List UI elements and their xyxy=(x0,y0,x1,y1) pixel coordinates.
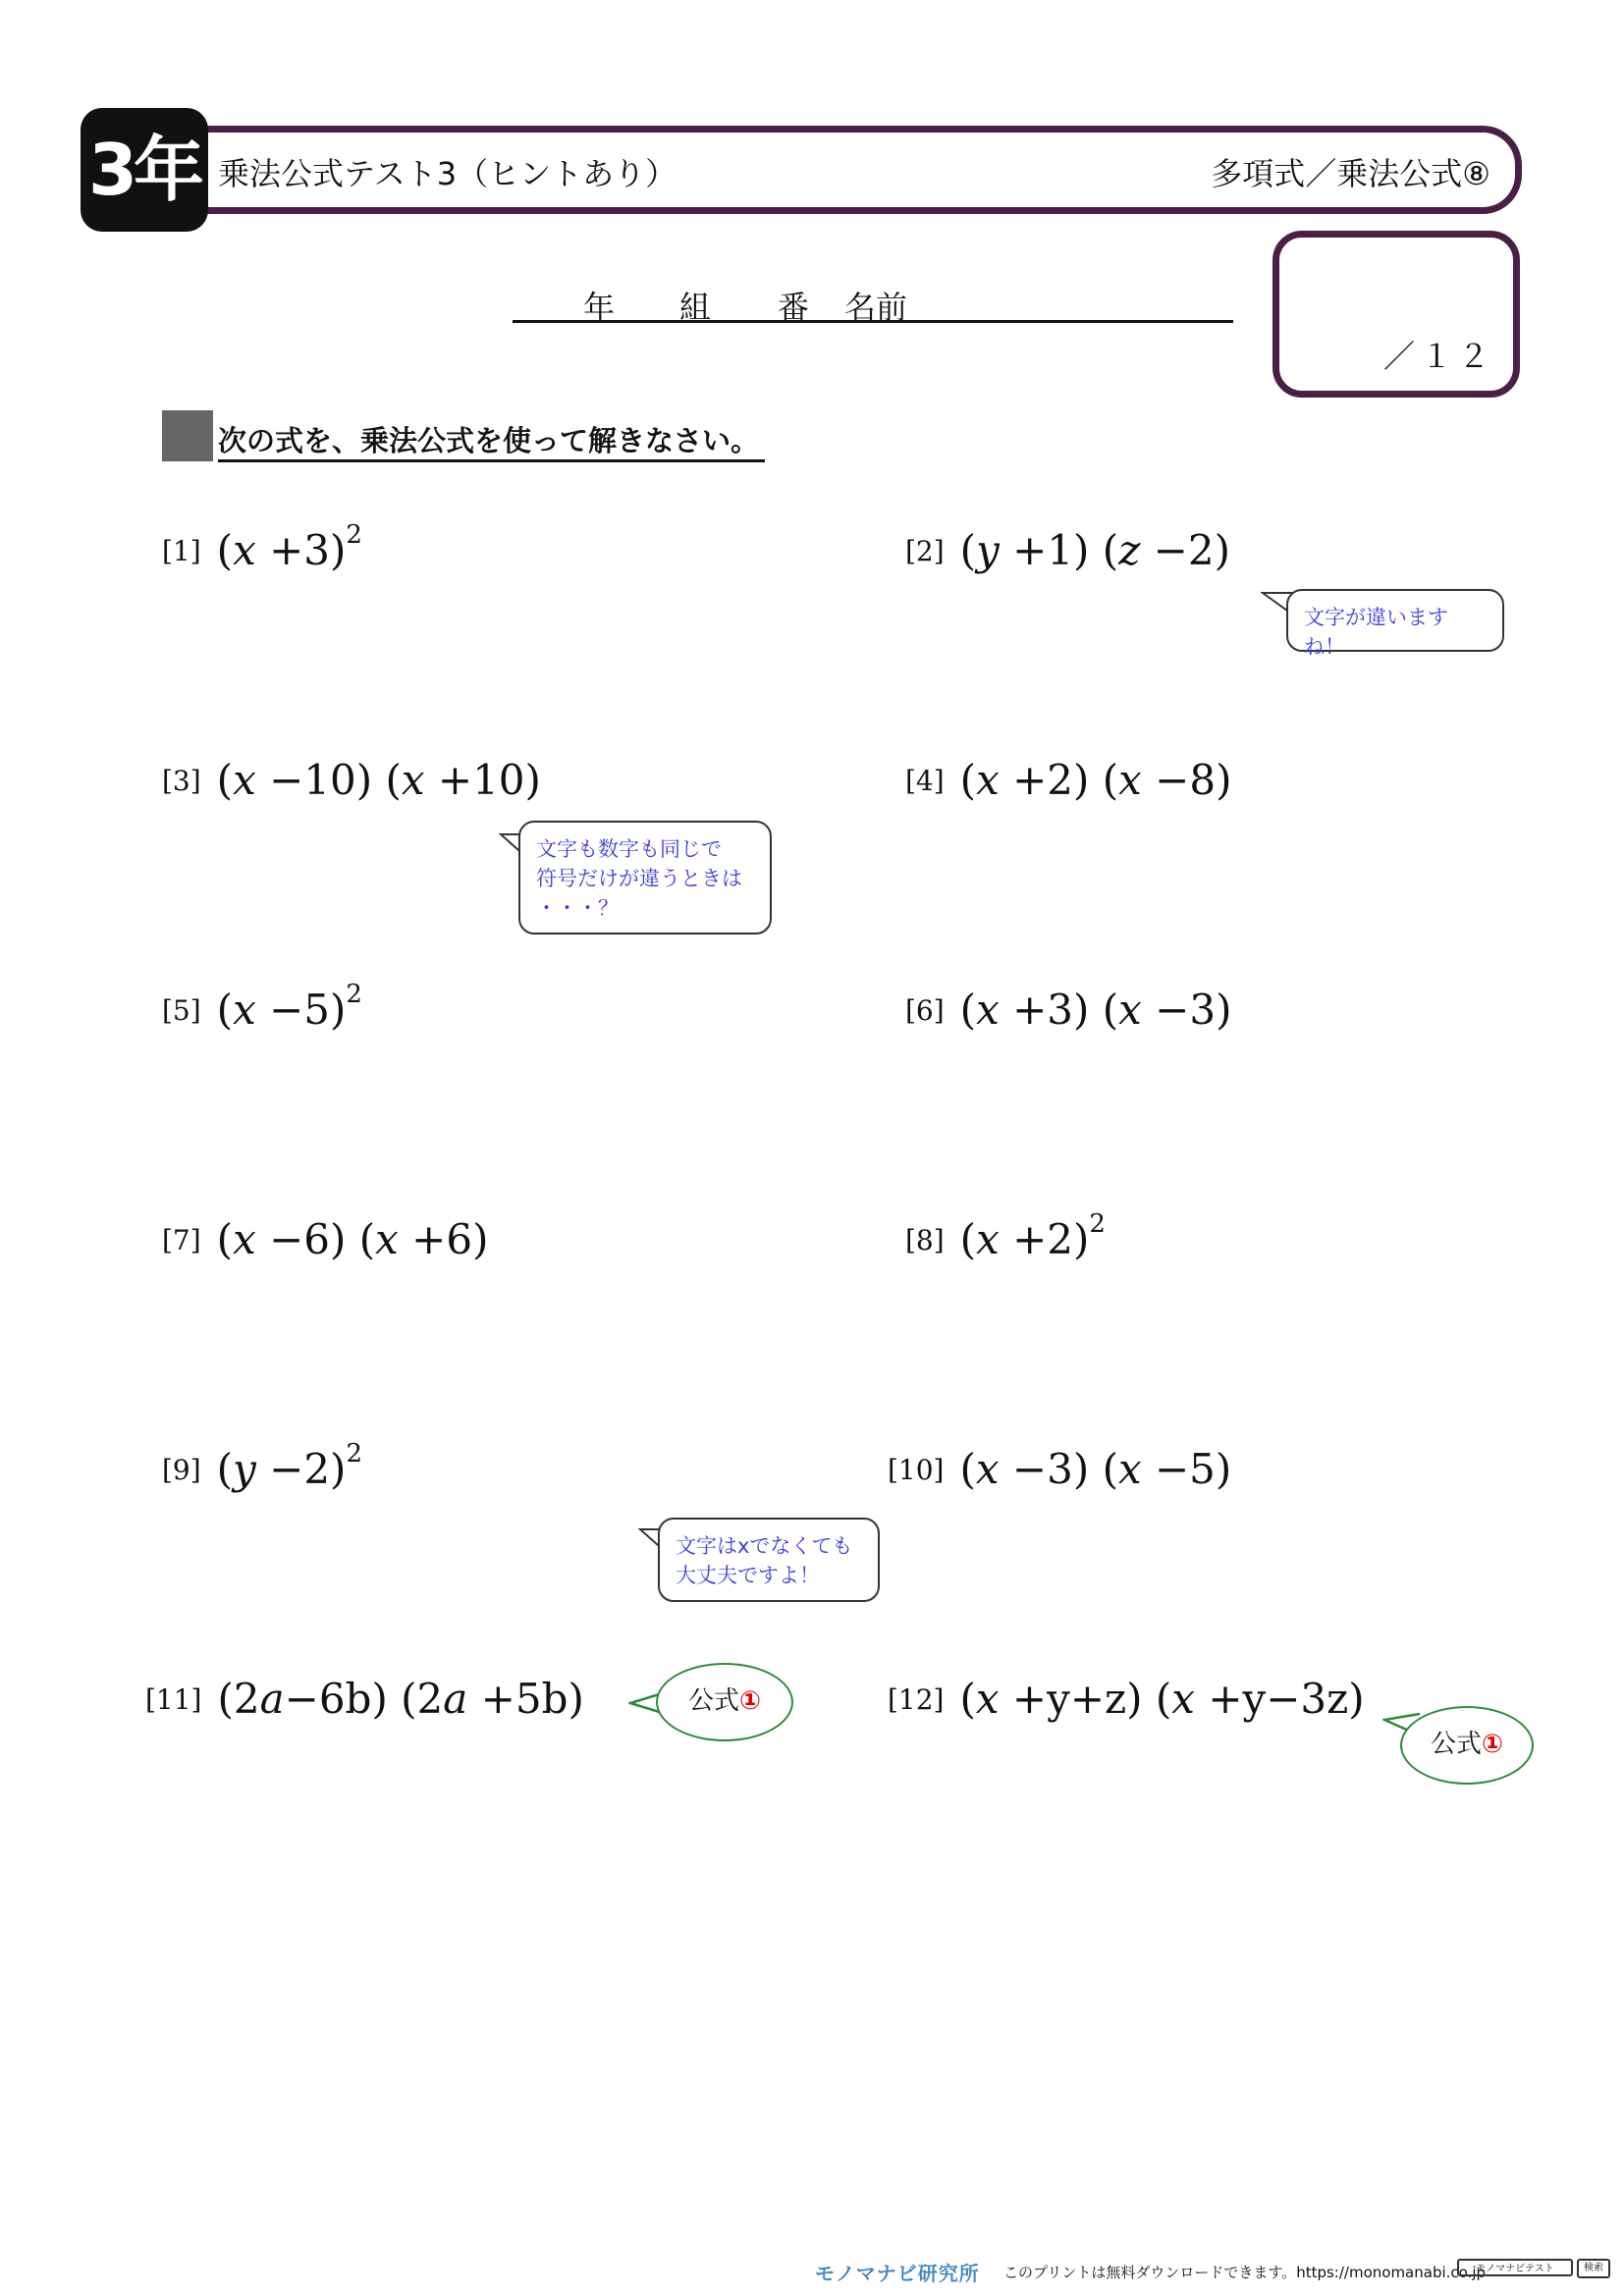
problem-number: [9] xyxy=(162,1454,201,1486)
formula-number: ① xyxy=(739,1686,762,1716)
problem-number: [7] xyxy=(162,1224,201,1256)
problem-number: [10] xyxy=(888,1454,945,1486)
score-total: ／１２ xyxy=(1382,338,1495,375)
problem-11: [11] (2a−6b) (2a +5b) xyxy=(145,1675,584,1723)
worksheet-title: 乗法公式テスト3（ヒントあり） xyxy=(218,155,677,192)
hint-text: 文字が違いますね！ xyxy=(1304,606,1448,659)
hint-bubble-1 xyxy=(1286,589,1504,659)
problem-6: [6] (x +3) (x −3) xyxy=(905,986,1232,1034)
score-box xyxy=(1272,231,1520,398)
hint-text: ・・・？ xyxy=(536,896,619,920)
formula-number: ① xyxy=(1482,1730,1504,1759)
problem-number: [1] xyxy=(162,535,201,567)
problem-4: [4] (x +2) (x −8) xyxy=(905,756,1232,804)
footer-text[interactable]: このプリントは無料ダウンロードできます。https://monomanabi.co.jp xyxy=(1003,2264,1487,2281)
problem-number: [4] xyxy=(905,765,945,797)
instruction: 次の式を、乗法公式を使って解きなさい。 xyxy=(218,422,765,462)
problem-1: [1] $(x +3)^2$ xyxy=(162,520,362,574)
problem-10: [10] (x −3) (x −5) xyxy=(888,1445,1232,1493)
hint-text: 大丈夫ですよ！ xyxy=(676,1564,820,1587)
problem-7: [7] (x −6) (x +6) xyxy=(162,1215,489,1263)
problem-number: [5] xyxy=(162,994,201,1027)
unit-label: 多項式／乗法公式⑧ xyxy=(1211,155,1490,192)
footer-search-button[interactable]: 検索 xyxy=(1577,2259,1610,2278)
name-label: 名前 xyxy=(844,289,908,326)
name-line xyxy=(513,289,1233,326)
class-label: 組 xyxy=(679,289,712,326)
number-label: 番 xyxy=(778,289,810,326)
problem-number: [8] xyxy=(905,1224,945,1256)
problem-number: [6] xyxy=(905,994,945,1027)
problem-8: [8] $(x +2)^2$ xyxy=(905,1209,1106,1263)
formula-hint-2 xyxy=(1400,1706,1534,1785)
formula-label: 公式 xyxy=(687,1686,739,1716)
problem-number: [2] xyxy=(905,535,945,567)
problem-number: [11] xyxy=(145,1683,202,1716)
grade-badge: 3年 xyxy=(81,108,208,232)
problem-9: [9] $(y -2)^2$ xyxy=(162,1439,362,1493)
problem-3: [3] (x −10) (x +10) xyxy=(162,756,541,804)
formula-hint-1 xyxy=(656,1663,793,1741)
formula-label: 公式 xyxy=(1430,1730,1482,1759)
hint-bubble-3 xyxy=(658,1518,880,1602)
hint-text: 文字はxでなくても xyxy=(676,1534,853,1558)
problem-2: [2] (y +1) (z −2) xyxy=(905,526,1230,574)
problem-number: [3] xyxy=(162,765,201,797)
instruction-marker xyxy=(162,410,213,461)
year-label: 年 xyxy=(583,289,616,326)
problem-5: [5] $(x -5)^2$ xyxy=(162,980,362,1034)
problem-12: [12] (x +y+z) (x +y−3z) xyxy=(888,1675,1365,1723)
problem-number: [12] xyxy=(888,1683,945,1716)
hint-text: 符号だけが違うときは xyxy=(536,867,742,890)
hint-text: 文字も数字も同じで xyxy=(536,837,722,861)
footer-search-box[interactable]: モノマナビテスト xyxy=(1457,2259,1573,2276)
hint-bubble-2 xyxy=(518,821,772,934)
footer-logo: モノマナビ研究所 xyxy=(815,2262,980,2285)
